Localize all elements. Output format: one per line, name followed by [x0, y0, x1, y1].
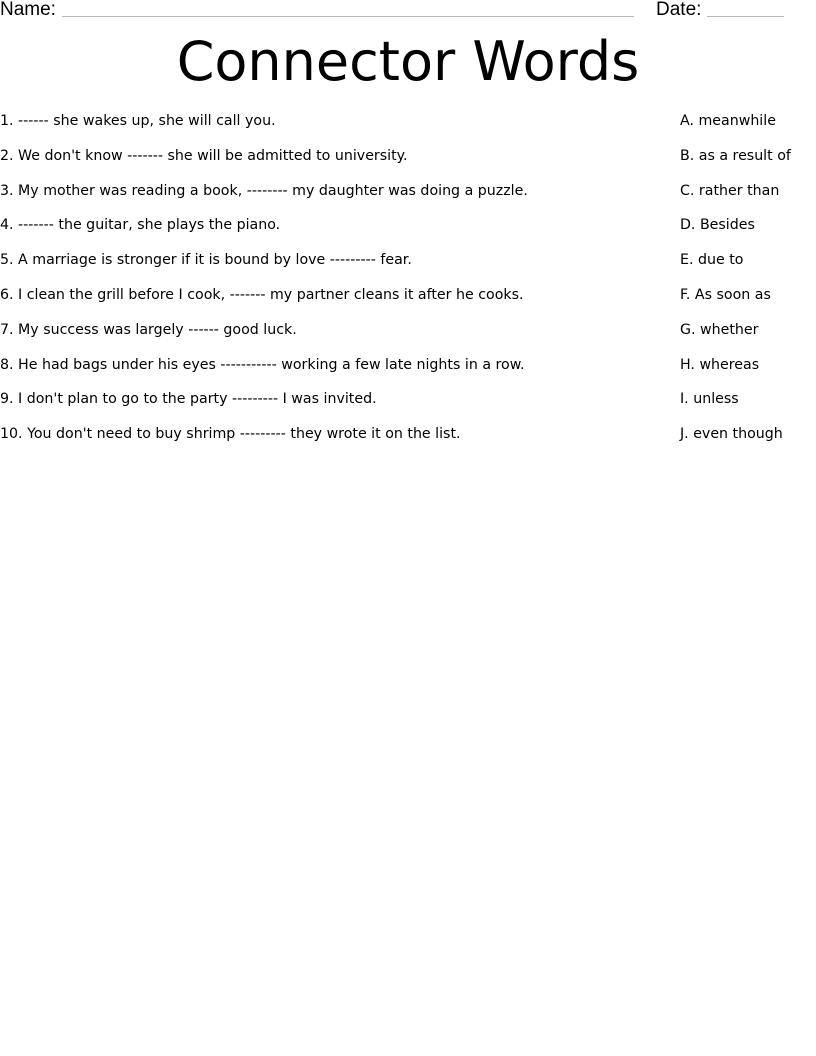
- answer-item: F. As soon as: [680, 286, 771, 303]
- clue-item: 9. I don't plan to go to the party --------- I was invited.: [0, 391, 377, 408]
- date-label: Date:: [656, 0, 702, 20]
- answer-item: D. Besides: [680, 217, 755, 234]
- answer-item: A. meanwhile: [680, 113, 776, 129]
- answer-word-list: [680, 110, 816, 458]
- date-blank-line: [707, 16, 784, 17]
- clue-item: 10. You don't need to buy shrimp --------- they wrote it on the list.: [0, 426, 461, 443]
- clue-list: [0, 110, 660, 458]
- answer-item: E. due to: [680, 252, 744, 269]
- name-blank-line: [62, 16, 634, 17]
- clue-item: 1. ------ she wakes up, she will call you.: [0, 113, 276, 129]
- page-title: Connector Words: [176, 30, 640, 93]
- clue-item: 3. My mother was reading a book, -------- my daughter was doing a puzzle.: [0, 182, 528, 199]
- answer-item: I. unless: [680, 391, 739, 408]
- clue-item: 7. My success was largely ------ good luck.: [0, 321, 297, 338]
- name-label: Name:: [0, 0, 56, 20]
- answer-item: H. whereas: [680, 356, 760, 373]
- clue-item: 2. We don't know ------- she will be admitted to university.: [0, 147, 408, 164]
- clue-item: 6. I clean the grill before I cook, ------- my partner cleans it after he cooks.: [0, 286, 524, 303]
- clue-item: 4. ------- the guitar, she plays the piano.: [0, 217, 281, 234]
- answer-item: G. whether: [680, 321, 759, 338]
- worksheet-header: [0, 0, 816, 22]
- answer-item: B. as a result of: [680, 147, 791, 164]
- answer-item: C. rather than: [680, 182, 780, 199]
- clue-item: 8. He had bags under his eyes ----------- working a few late nights in a row.: [0, 356, 525, 373]
- answer-item: J. even though: [680, 426, 783, 443]
- clue-item: 5. A marriage is stronger if it is bound by love --------- fear.: [0, 252, 412, 269]
